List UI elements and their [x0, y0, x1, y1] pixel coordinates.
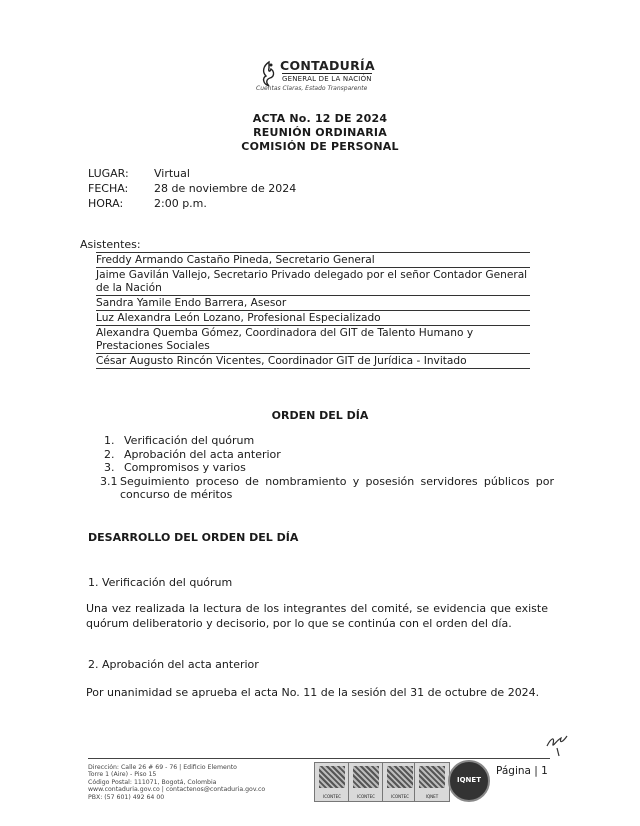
- section-body: Una vez realizada la lectura de los integrantes del comité, se evidencia que existe quórum deliberatorio y decisorio, por lo que se continúa con el orden del día.: [86, 602, 548, 630]
- agenda-item-number: 3.: [104, 461, 115, 474]
- attendee-row: Alexandra Quemba Gómez, Coordinadora del GIT de Talento Humano y Prestaciones Sociales: [96, 326, 530, 354]
- lugar-label: LUGAR:: [88, 167, 129, 180]
- hora-value: 2:00 p.m.: [154, 197, 207, 210]
- document-title-line-3: COMISIÓN DE PERSONAL: [241, 140, 399, 153]
- seal-label: IQNET: [425, 794, 439, 799]
- attendees-table: [96, 252, 530, 369]
- certification-seal-icon: [314, 762, 350, 802]
- footer-address-line: Código Postal: 111071, Bogotá, Colombia: [88, 778, 217, 786]
- certification-seal-icon: [382, 762, 418, 802]
- agenda-item-text: Aprobación del acta anterior: [124, 447, 281, 461]
- document-title-line-1: ACTA No. 12 DE 2024: [252, 112, 388, 125]
- seal-label: ICONTEC: [391, 794, 409, 799]
- agenda-title: ORDEN DEL DÍA: [271, 409, 369, 422]
- section-body: Por unanimidad se aprueba el acta No. 11 de la sesión del 31 de octubre de 2024.: [86, 686, 540, 699]
- logo-name: CONTADURÍA: [280, 58, 375, 73]
- agenda-item: [104, 448, 554, 462]
- agenda-item-text: Compromisos y varios: [124, 461, 246, 474]
- footer-contact-info: [88, 764, 308, 801]
- agenda-item-number: 2.: [104, 447, 115, 461]
- development-title: DESARROLLO DEL ORDEN DEL DÍA: [88, 531, 299, 544]
- document-title-line-2: REUNIÓN ORDINARIA: [253, 126, 387, 139]
- logo-subtitle: GENERAL DE LA NACIÓN: [282, 75, 372, 83]
- agenda-subitem: [100, 475, 554, 502]
- agenda-item: [104, 461, 554, 475]
- round-seal-label: IQNET: [457, 776, 481, 784]
- lugar-value: Virtual: [154, 167, 190, 180]
- agenda-list: [100, 434, 554, 502]
- page-number: Página | 1: [496, 765, 548, 777]
- seal-label: ICONTEC: [323, 794, 341, 799]
- section-heading: 2. Aprobación del acta anterior: [88, 658, 259, 671]
- attendee-row: Jaime Gavilán Vallejo, Secretario Privado delegado por el señor Contador General de la Nación: [96, 268, 530, 296]
- fecha-value: 28 de noviembre de 2024: [154, 182, 297, 195]
- entity-logo: [258, 58, 398, 98]
- footer-divider: [88, 758, 550, 759]
- attendee-row: Sandra Yamile Endo Barrera, Asesor: [96, 296, 530, 311]
- attendee-row: Freddy Armando Castaño Pineda, Secretario General: [96, 252, 530, 268]
- agenda-item-text: Seguimiento proceso de nombramiento y posesión servidores públicos por concurso de méritos: [120, 474, 554, 501]
- logo-emblem-icon: [258, 60, 280, 88]
- footer-address-line: Torre 1 (Aire) - Piso 15: [88, 771, 157, 779]
- agenda-item-number: 1.: [104, 434, 115, 447]
- seal-label: ICONTEC: [357, 794, 375, 799]
- attendee-row: Luz Alexandra León Lozano, Profesional Especializado: [96, 311, 530, 326]
- agenda-item: [104, 434, 554, 448]
- footer-address-line: PBX: (57 601) 492 64 00: [88, 793, 165, 801]
- section-heading: 1. Verificación del quórum: [88, 576, 233, 589]
- certification-seal-icon: [414, 762, 450, 802]
- fecha-label: FECHA:: [88, 182, 129, 195]
- hora-label: HORA:: [88, 197, 124, 210]
- agenda-item-text: Verificación del quórum: [124, 434, 255, 447]
- attendee-row: César Augusto Rincón Vicentes, Coordinador GIT de Jurídica - Invitado: [96, 354, 530, 369]
- certification-seal-icon: [348, 762, 384, 802]
- logo-motto: Cuentas Claras, Estado Transparente: [256, 85, 368, 92]
- iqnet-seal-icon: [448, 760, 490, 802]
- footer-address-line: Dirección: Calle 26 # 69 - 76 | Edificio Elemento: [88, 764, 237, 771]
- attendees-label: Asistentes:: [80, 238, 141, 251]
- agenda-item-number: 3.1: [100, 474, 118, 488]
- signature-initials-icon: [543, 728, 571, 758]
- footer-address-line: www.contaduria.gov.co | contactenos@contaduria.gov.co: [88, 786, 266, 794]
